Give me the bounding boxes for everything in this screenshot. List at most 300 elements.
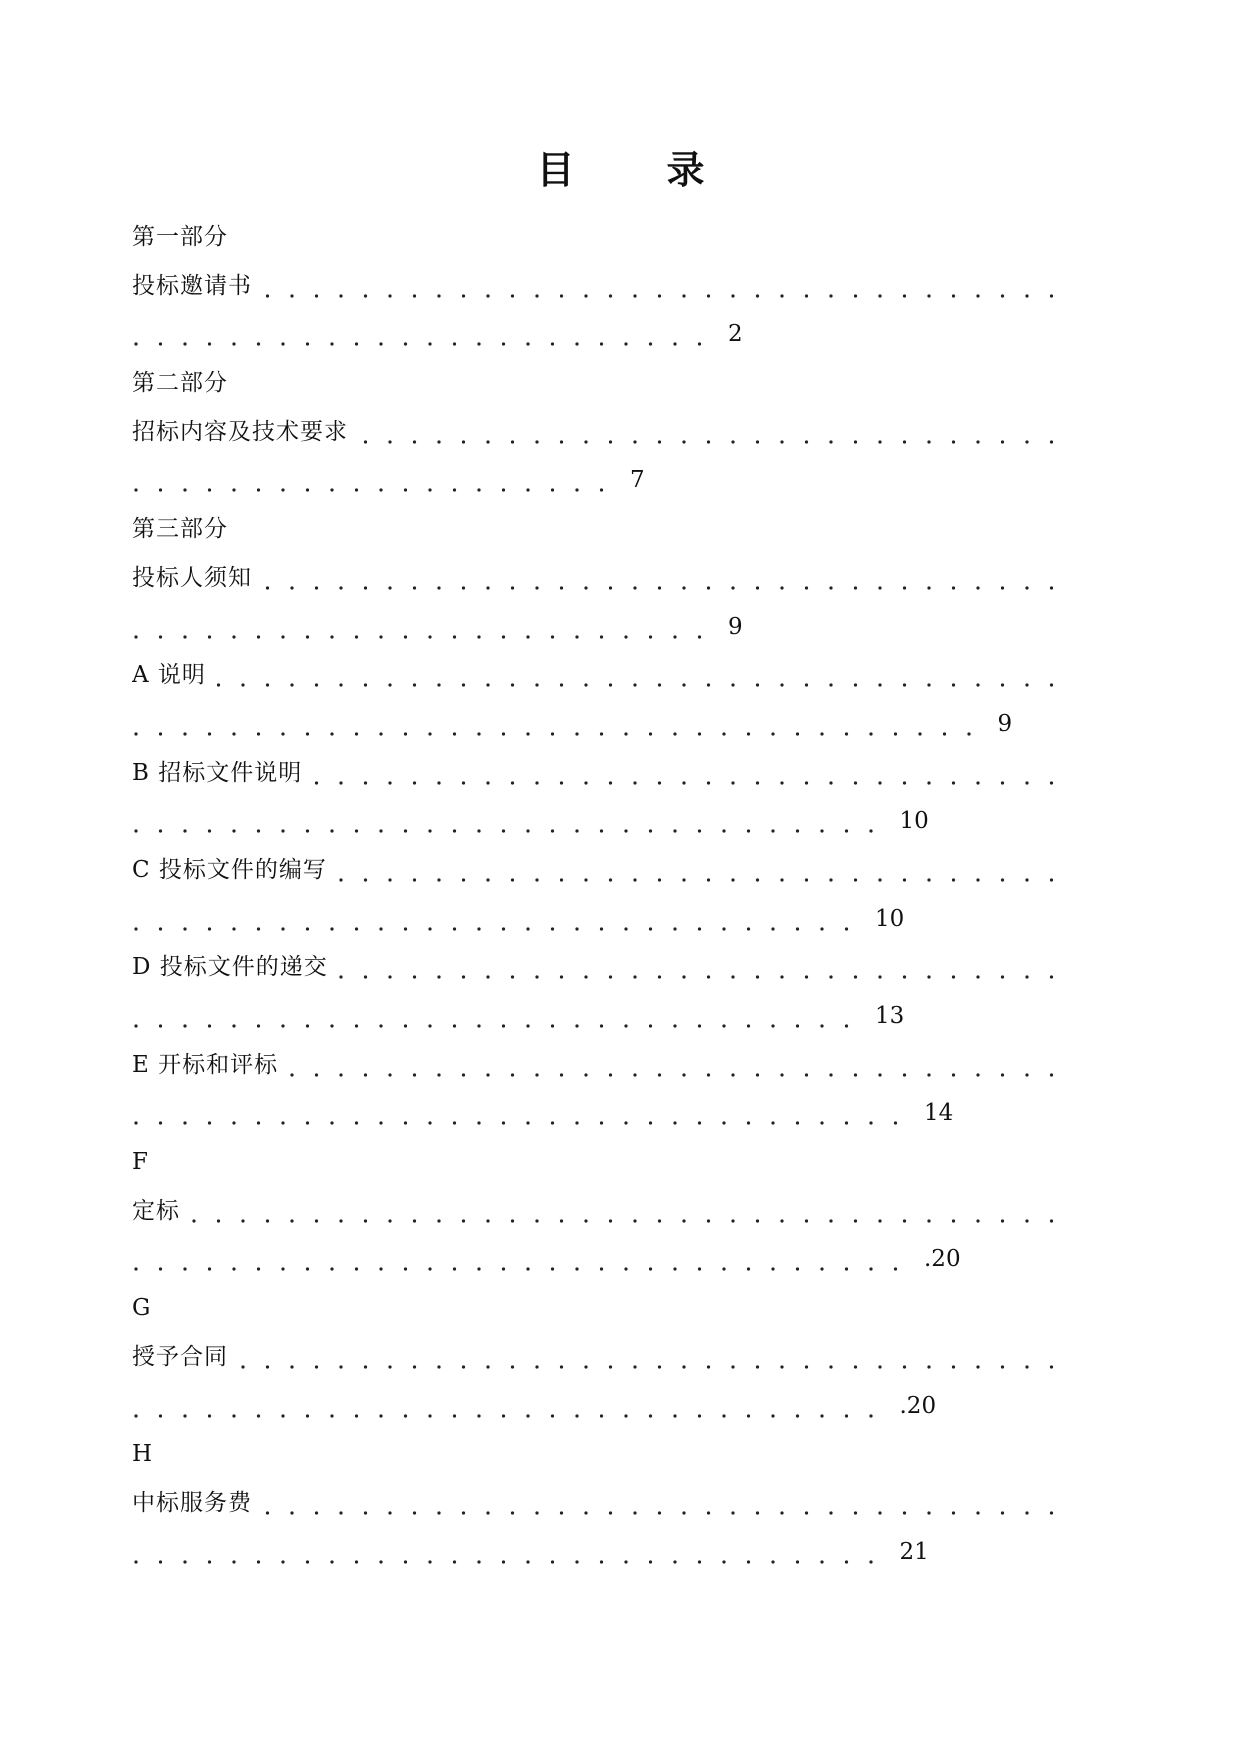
leader-dot: [805, 1365, 808, 1368]
leader-dot: [428, 732, 431, 735]
leader-dot: [771, 1024, 774, 1027]
leader-dot: [820, 1560, 823, 1563]
leader-dot: [707, 294, 710, 297]
toc-section-heading: [132, 219, 1072, 268]
leader-dot: [805, 781, 808, 784]
leader-dot: [575, 927, 578, 930]
leader-dot: [306, 1560, 309, 1563]
leader-dot: [502, 489, 505, 492]
leader-dot: [551, 1414, 554, 1417]
leader-dot: [649, 1560, 652, 1563]
leader-dot: [437, 1219, 440, 1222]
leader-dot: [600, 1560, 603, 1563]
leader-dot: [878, 684, 881, 687]
toc-leader-dots: [132, 998, 1072, 1034]
leader-dot: [183, 732, 186, 735]
leader-dot: [869, 1414, 872, 1417]
leader-dot: [535, 1073, 538, 1076]
leader-dot: [756, 1511, 759, 1514]
toc-entry[interactable]: [132, 755, 1072, 804]
leader-dot: [437, 684, 440, 687]
leader-dot: [600, 1024, 603, 1027]
leader-dot: [633, 294, 636, 297]
leader-dot: [281, 732, 284, 735]
leader-dot: [673, 927, 676, 930]
leader-dot: [511, 440, 514, 443]
leader-dot: [829, 586, 832, 589]
leader-dot: [633, 1219, 636, 1222]
leader-dot: [756, 586, 759, 589]
leader-dot: [208, 1414, 211, 1417]
toc-heading-text: 第一部分: [132, 224, 228, 250]
toc-heading-text: 第二部分: [132, 370, 228, 397]
leader-dot: [805, 586, 808, 589]
leader-dot: [462, 684, 465, 687]
leader-dot: [771, 1560, 774, 1563]
leader-dot: [159, 732, 162, 735]
leader-dot: [551, 1268, 554, 1271]
leader-dot: [404, 635, 407, 638]
leader-dot: [609, 684, 612, 687]
leader-dot: [266, 1219, 269, 1222]
leader-dot: [486, 781, 489, 784]
leader-dot: [526, 830, 529, 833]
leader-dot: [535, 976, 538, 979]
leader-dot: [829, 878, 832, 881]
toc-entry-continuation[interactable]: [132, 316, 1072, 365]
leader-dot: [535, 878, 538, 881]
leader-dot: [771, 732, 774, 735]
leader-dot: [780, 440, 783, 443]
leader-dot: [526, 927, 529, 930]
leader-dot: [780, 1219, 783, 1222]
leader-dot: [673, 1122, 676, 1125]
leader-dot: [731, 1365, 734, 1368]
leader-dot: [600, 927, 603, 930]
leader-dot: [315, 1219, 318, 1222]
leader-dot: [364, 684, 367, 687]
leader-dot: [1001, 976, 1004, 979]
leader-dot: [747, 830, 750, 833]
leader-dot: [526, 732, 529, 735]
toc-heading-text: H: [132, 1441, 154, 1468]
leader-dot: [707, 1511, 710, 1514]
leader-dot: [266, 1365, 269, 1368]
toc-page-number: 9: [997, 710, 1013, 737]
leader-dot: [633, 781, 636, 784]
leader-dot: [462, 1219, 465, 1222]
toc-section-heading: [132, 511, 1072, 560]
leader-dot: [502, 1560, 505, 1563]
leader-dot: [388, 1219, 391, 1222]
leader-dot: [453, 1122, 456, 1125]
leader-dot: [526, 489, 529, 492]
toc-entry-continuation[interactable]: [132, 706, 1072, 755]
leader-dot: [339, 1365, 342, 1368]
leader-dot: [364, 586, 367, 589]
leader-dot: [330, 927, 333, 930]
leader-dot: [878, 878, 881, 881]
leader-dot: [854, 1219, 857, 1222]
leader-dot: [756, 1365, 759, 1368]
leader-dot: [673, 830, 676, 833]
leader-dot: [339, 1219, 342, 1222]
leader-dot: [1050, 878, 1053, 881]
leader-dot: [854, 440, 857, 443]
toc-page-number: 21: [899, 1538, 929, 1565]
leader-dot: [477, 635, 480, 638]
leader-dot: [379, 343, 382, 346]
leader-dot: [575, 1560, 578, 1563]
leader-dot: [624, 1268, 627, 1271]
leader-dot: [780, 586, 783, 589]
leader-dot: [364, 440, 367, 443]
leader-dot: [1025, 1511, 1028, 1514]
leader-dot: [462, 976, 465, 979]
leader-dot: [624, 1560, 627, 1563]
leader-dot: [183, 1122, 186, 1125]
leader-dot: [796, 830, 799, 833]
leader-dot: [829, 1219, 832, 1222]
leader-dot: [658, 976, 661, 979]
leader-dot: [952, 878, 955, 881]
toc-entry-continuation[interactable]: [132, 803, 1072, 852]
leader-dot: [453, 343, 456, 346]
leader-dot: [511, 1219, 514, 1222]
toc-leader-dots: [132, 1485, 1072, 1521]
leader-dot: [437, 1511, 440, 1514]
leader-dot: [486, 1365, 489, 1368]
leader-dot: [731, 1073, 734, 1076]
leader-dot: [183, 489, 186, 492]
leader-dot: [1050, 1073, 1053, 1076]
leader-dot: [747, 1560, 750, 1563]
leader-dot: [232, 1414, 235, 1417]
leader-dot: [404, 1268, 407, 1271]
leader-dot: [771, 1122, 774, 1125]
leader-dot: [437, 781, 440, 784]
leader-dot: [584, 586, 587, 589]
toc-entry-continuation[interactable]: [132, 1241, 1072, 1290]
leader-dot: [502, 635, 505, 638]
leader-dot: [511, 684, 514, 687]
toc-entry[interactable]: [132, 560, 1072, 609]
leader-dot: [903, 440, 906, 443]
leader-dot: [649, 1414, 652, 1417]
leader-dot: [560, 976, 563, 979]
leader-dot: [535, 1511, 538, 1514]
toc-leader-dots: [132, 901, 1072, 937]
leader-dot: [869, 1122, 872, 1125]
leader-dot: [428, 1268, 431, 1271]
leader-dot: [1025, 781, 1028, 784]
leader-dot: [1050, 976, 1053, 979]
leader-dot: [845, 830, 848, 833]
leader-dot: [134, 732, 137, 735]
leader-dot: [379, 927, 382, 930]
leader-dot: [413, 684, 416, 687]
leader-dot: [903, 1073, 906, 1076]
leader-dot: [707, 586, 710, 589]
leader-dot: [1025, 1073, 1028, 1076]
toc-entry-continuation[interactable]: [132, 901, 1072, 950]
leader-dot: [477, 343, 480, 346]
leader-dot: [1025, 1219, 1028, 1222]
leader-dot: [600, 1122, 603, 1125]
leader-dot: [780, 1511, 783, 1514]
leader-dot: [927, 1365, 930, 1368]
leader-dot: [854, 294, 857, 297]
leader-dot: [756, 878, 759, 881]
leader-dot: [290, 1073, 293, 1076]
leader-dot: [477, 1122, 480, 1125]
toc-entry-continuation[interactable]: [132, 998, 1072, 1047]
leader-dot: [878, 781, 881, 784]
leader-dot: [878, 1511, 881, 1514]
leader-dot: [805, 440, 808, 443]
leader-dot: [649, 635, 652, 638]
leader-dot: [413, 1365, 416, 1368]
leader-dot: [609, 1365, 612, 1368]
leader-dot: [502, 732, 505, 735]
toc-entry[interactable]: [132, 414, 1072, 463]
toc-entry[interactable]: [132, 1047, 1072, 1096]
leader-dot: [673, 635, 676, 638]
toc-entry-continuation[interactable]: [132, 1388, 1072, 1437]
leader-dot: [315, 684, 318, 687]
toc-entry-continuation[interactable]: [132, 609, 1072, 658]
leader-dot: [208, 489, 211, 492]
toc-entry[interactable]: [132, 268, 1072, 317]
toc-section-heading: [132, 1290, 1072, 1339]
leader-dot: [404, 1560, 407, 1563]
leader-dot: [854, 976, 857, 979]
leader-dot: [290, 586, 293, 589]
leader-dot: [511, 294, 514, 297]
leader-dot: [535, 684, 538, 687]
leader-dot: [796, 1560, 799, 1563]
leader-dot: [257, 830, 260, 833]
leader-dot: [413, 294, 416, 297]
leader-dot: [575, 489, 578, 492]
leader-dot: [633, 684, 636, 687]
leader-dot: [707, 1219, 710, 1222]
leader-dot: [600, 489, 603, 492]
leader-dot: [731, 878, 734, 881]
leader-dot: [511, 1511, 514, 1514]
leader-dot: [404, 927, 407, 930]
leader-dot: [192, 1219, 195, 1222]
leader-dot: [364, 294, 367, 297]
leader-dot: [952, 1219, 955, 1222]
leader-dot: [355, 1560, 358, 1563]
leader-dot: [1050, 781, 1053, 784]
leader-dot: [575, 343, 578, 346]
leader-dot: [820, 1122, 823, 1125]
leader-dot: [731, 294, 734, 297]
leader-dot: [315, 781, 318, 784]
leader-dot: [682, 440, 685, 443]
table-of-contents: [132, 219, 1072, 1582]
leader-dot: [330, 732, 333, 735]
leader-dot: [281, 927, 284, 930]
leader-dot: [379, 830, 382, 833]
leader-dot: [183, 927, 186, 930]
leader-dot: [698, 635, 701, 638]
toc-entry-title: D 投标文件的递交: [132, 954, 328, 981]
leader-dot: [1050, 440, 1053, 443]
leader-dot: [575, 1024, 578, 1027]
leader-dot: [560, 781, 563, 784]
leader-dot: [1001, 878, 1004, 881]
leader-dot: [780, 1365, 783, 1368]
leader-dot: [878, 1365, 881, 1368]
leader-dot: [183, 1268, 186, 1271]
leader-dot: [257, 1414, 260, 1417]
leader-dot: [486, 1219, 489, 1222]
leader-dot: [976, 1219, 979, 1222]
leader-dot: [183, 635, 186, 638]
leader-dot: [257, 343, 260, 346]
leader-dot: [511, 878, 514, 881]
leader-dot: [952, 684, 955, 687]
leader-dot: [1025, 440, 1028, 443]
leader-dot: [829, 440, 832, 443]
leader-dot: [673, 1414, 676, 1417]
leader-dot: [796, 1414, 799, 1417]
toc-entry[interactable]: [132, 852, 1072, 901]
leader-dot: [633, 976, 636, 979]
leader-dot: [306, 1268, 309, 1271]
leader-dot: [820, 732, 823, 735]
leader-dot: [315, 1511, 318, 1514]
toc-entry[interactable]: [132, 1485, 1072, 1534]
leader-dot: [535, 586, 538, 589]
leader-dot: [379, 1414, 382, 1417]
leader-dot: [486, 294, 489, 297]
leader-dot: [404, 343, 407, 346]
toc-leader-dots: [132, 1193, 1072, 1229]
leader-dot: [624, 1414, 627, 1417]
leader-dot: [633, 1365, 636, 1368]
leader-dot: [1025, 1365, 1028, 1368]
leader-dot: [453, 1560, 456, 1563]
leader-dot: [869, 732, 872, 735]
leader-dot: [477, 1560, 480, 1563]
leader-dot: [486, 1511, 489, 1514]
leader-dot: [649, 343, 652, 346]
leader-dot: [927, 1219, 930, 1222]
leader-dot: [355, 1122, 358, 1125]
leader-dot: [437, 878, 440, 881]
leader-dot: [878, 294, 881, 297]
leader-dot: [903, 878, 906, 881]
leader-dot: [756, 976, 759, 979]
toc-entry-continuation[interactable]: [132, 1534, 1072, 1583]
toc-entry-continuation[interactable]: [132, 1095, 1072, 1144]
toc-entry-continuation[interactable]: [132, 462, 1072, 511]
leader-dot: [707, 1073, 710, 1076]
leader-dot: [698, 1024, 701, 1027]
toc-page-number: 2: [728, 321, 743, 348]
leader-dot: [575, 1268, 578, 1271]
leader-dot: [437, 1365, 440, 1368]
title-char-1: 目: [536, 148, 575, 192]
leader-dot: [379, 1560, 382, 1563]
leader-dot: [805, 684, 808, 687]
leader-dot: [903, 781, 906, 784]
leader-dot: [845, 1414, 848, 1417]
leader-dot: [682, 586, 685, 589]
leader-dot: [134, 1268, 137, 1271]
leader-dot: [756, 440, 759, 443]
leader-dot: [232, 1268, 235, 1271]
leader-dot: [805, 1073, 808, 1076]
toc-entry[interactable]: [132, 1193, 1072, 1242]
leader-dot: [658, 1073, 661, 1076]
leader-dot: [477, 830, 480, 833]
leader-dot: [437, 294, 440, 297]
leader-dot: [952, 586, 955, 589]
leader-dot: [649, 1122, 652, 1125]
leader-dot: [281, 1122, 284, 1125]
leader-dot: [486, 878, 489, 881]
leader-dot: [306, 635, 309, 638]
leader-dot: [560, 878, 563, 881]
leader-dot: [854, 1511, 857, 1514]
toc-entry[interactable]: [132, 949, 1072, 998]
leader-dot: [266, 1511, 269, 1514]
toc-entry[interactable]: [132, 657, 1072, 706]
leader-dot: [159, 1560, 162, 1563]
leader-dot: [413, 781, 416, 784]
leader-dot: [551, 732, 554, 735]
leader-dot: [526, 635, 529, 638]
leader-dot: [707, 976, 710, 979]
toc-entry-title: 授予合同: [132, 1343, 228, 1370]
leader-dot: [208, 635, 211, 638]
leader-dot: [315, 586, 318, 589]
leader-dot: [453, 830, 456, 833]
leader-dot: [330, 489, 333, 492]
leader-dot: [976, 976, 979, 979]
leader-dot: [927, 1073, 930, 1076]
toc-entry[interactable]: [132, 1339, 1072, 1388]
leader-dot: [159, 1122, 162, 1125]
leader-dot: [315, 1073, 318, 1076]
leader-dot: [1050, 1365, 1053, 1368]
toc-leader-dots: [132, 803, 1072, 839]
leader-dot: [796, 1122, 799, 1125]
leader-dot: [584, 684, 587, 687]
leader-dot: [903, 1511, 906, 1514]
leader-dot: [927, 1511, 930, 1514]
leader-dot: [453, 1024, 456, 1027]
leader-dot: [486, 440, 489, 443]
leader-dot: [967, 732, 970, 735]
leader-dot: [698, 1268, 701, 1271]
toc-page-number: 10: [875, 905, 905, 932]
leader-dot: [1001, 440, 1004, 443]
leader-dot: [134, 1414, 137, 1417]
leader-dot: [339, 1073, 342, 1076]
leader-dot: [257, 1268, 260, 1271]
leader-dot: [976, 1365, 979, 1368]
leader-dot: [159, 1414, 162, 1417]
leader-dot: [952, 440, 955, 443]
leader-dot: [976, 294, 979, 297]
leader-dot: [502, 927, 505, 930]
